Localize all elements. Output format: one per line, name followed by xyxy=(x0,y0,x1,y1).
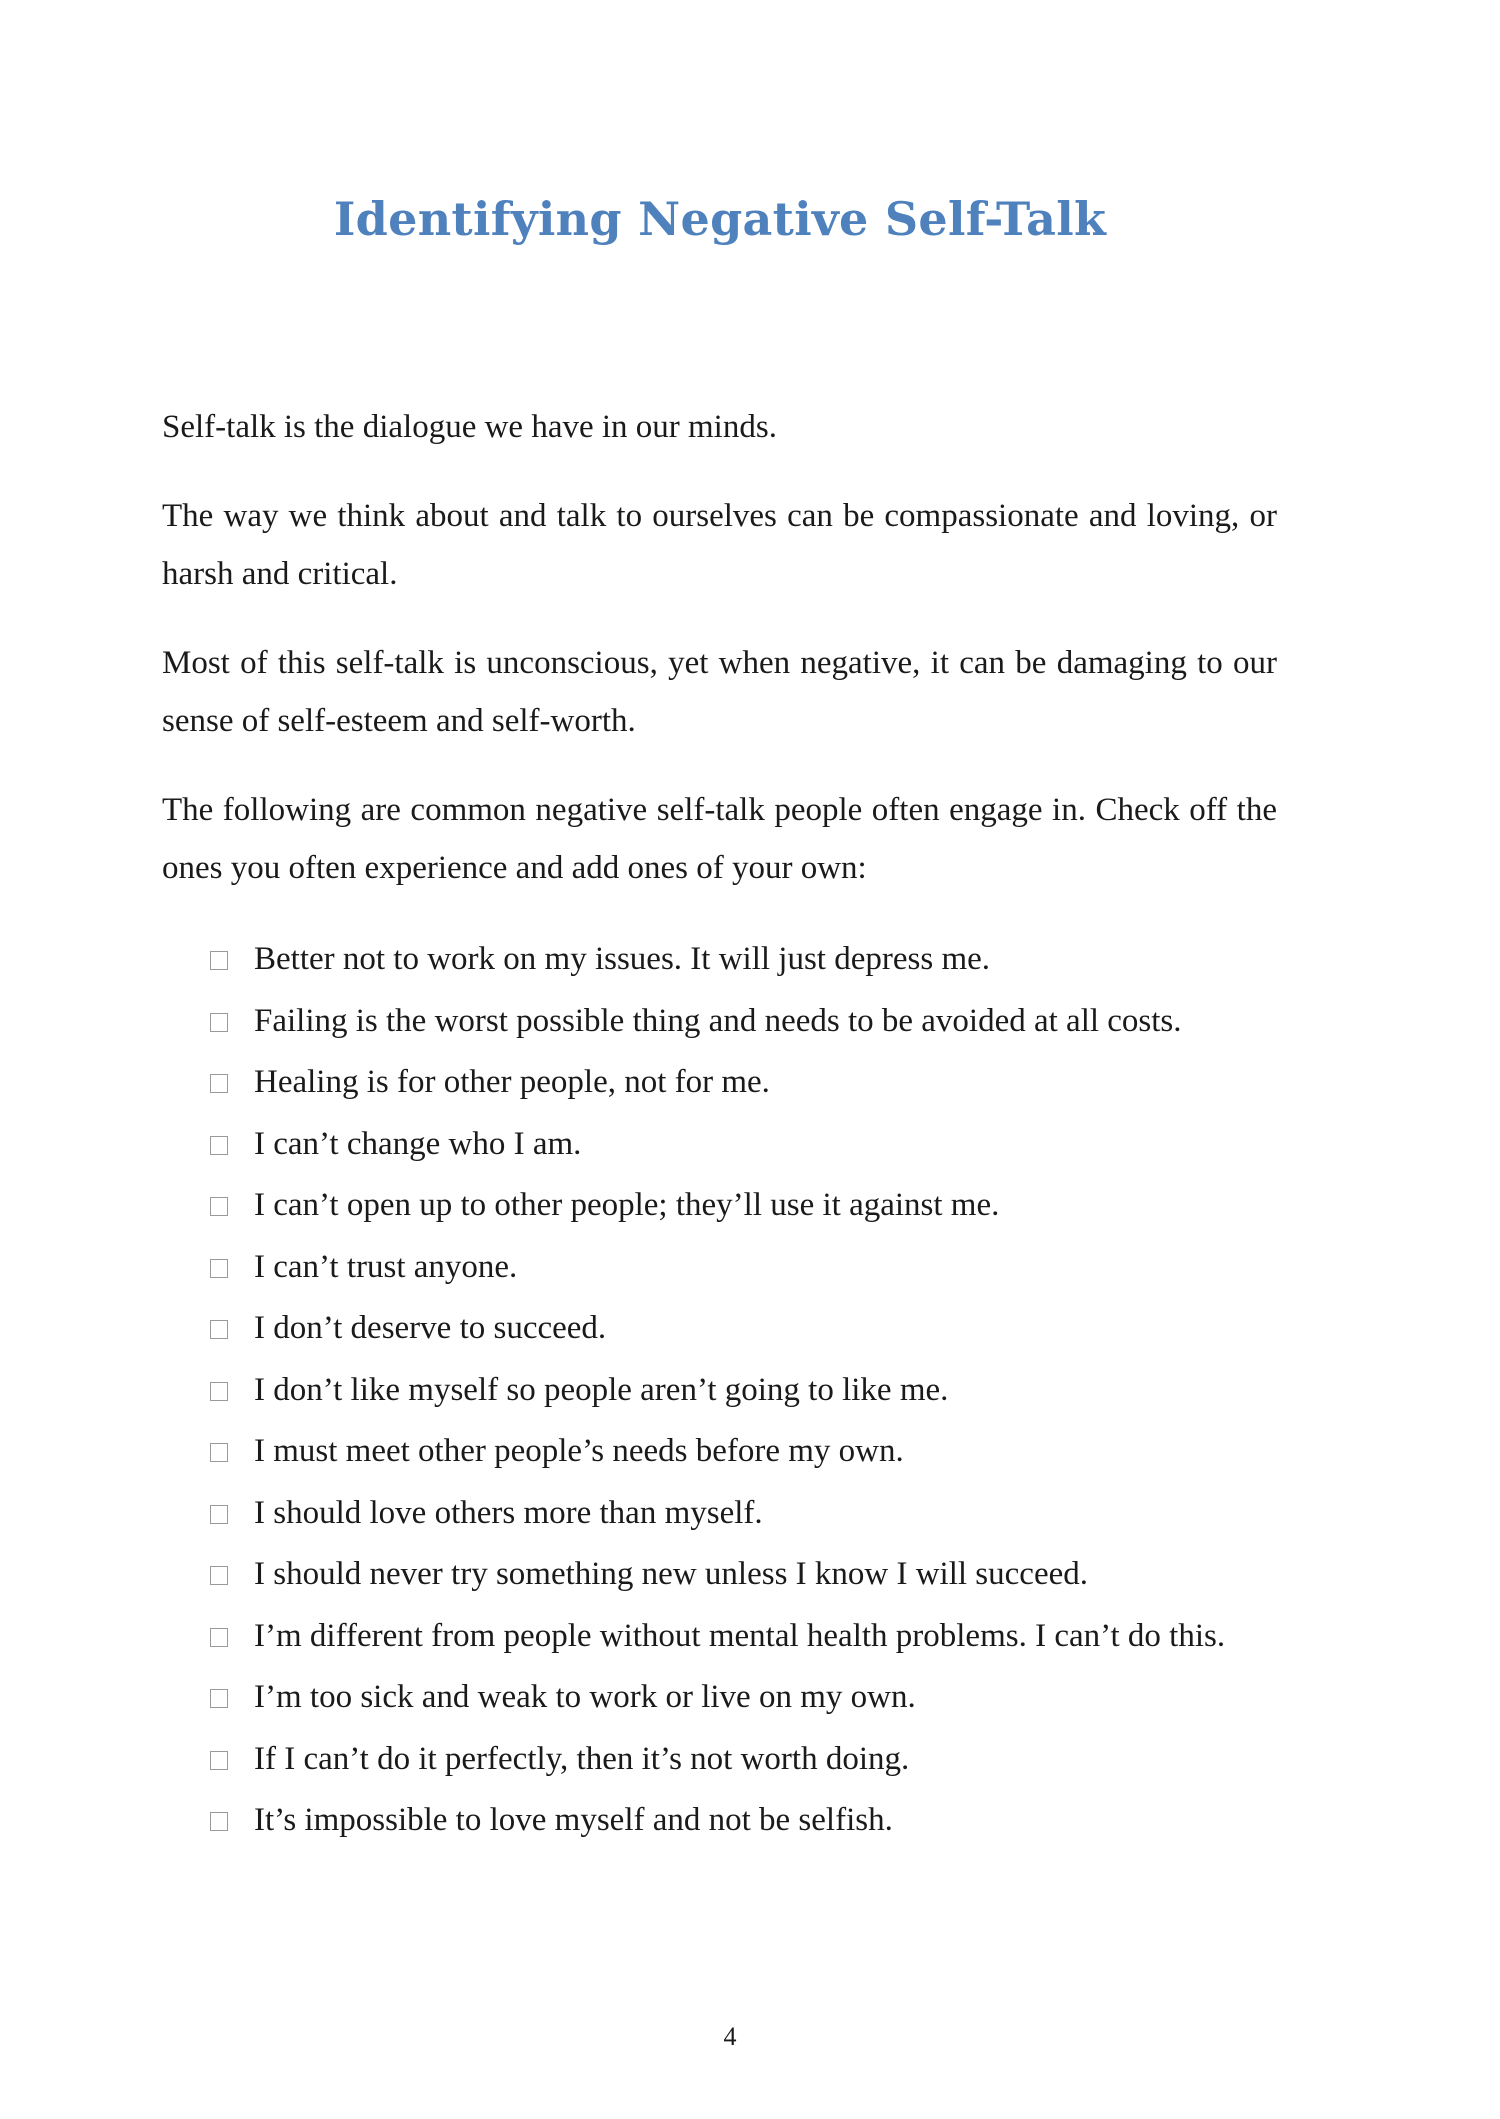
checklist-item xyxy=(162,1607,1277,1665)
checklist-item xyxy=(162,1238,1277,1296)
checkbox[interactable] xyxy=(210,1628,228,1647)
checklist-item xyxy=(162,992,1277,1050)
checkbox[interactable] xyxy=(210,1136,228,1155)
checkbox[interactable] xyxy=(210,1259,228,1278)
checklist-item-label: I must meet other people’s needs before my own. xyxy=(254,1433,904,1469)
checklist-item-label: I’m different from people without mental health problems. I can’t do this. xyxy=(254,1617,1226,1654)
checklist-item-label: Healing is for other people, not for me. xyxy=(254,1064,770,1100)
checklist-item-label: It’s impossible to love myself and not be selfish. xyxy=(254,1802,893,1838)
checklist-item-label: I’m too sick and weak to work or live on my own. xyxy=(254,1679,916,1715)
paragraph: The following are common negative self-talk people often engage in. Check off the ones you often experience and add ones of your own: xyxy=(162,792,1277,886)
checklist-item-label: I can’t trust anyone. xyxy=(254,1248,518,1285)
checkbox[interactable] xyxy=(210,1689,228,1708)
checkbox[interactable] xyxy=(210,1443,228,1462)
checklist-item xyxy=(162,1115,1277,1173)
paragraph: Self-talk is the dialogue we have in our minds. xyxy=(162,409,777,445)
checklist-item-label: I should never try something new unless I know I will succeed. xyxy=(254,1556,1088,1592)
checkbox[interactable] xyxy=(210,1013,228,1032)
paragraph: The way we think about and talk to ourselves can be compassionate and loving, or harsh and critical. xyxy=(162,498,1277,592)
checkbox[interactable] xyxy=(210,1751,228,1770)
checklist-item xyxy=(162,1668,1277,1726)
checklist-item-label: I can’t change who I am. xyxy=(254,1125,582,1162)
checkbox[interactable] xyxy=(210,1566,228,1585)
checklist-item xyxy=(162,1791,1277,1849)
page-number: 4 xyxy=(723,2022,737,2051)
checklist-item-label: I don’t deserve to succeed. xyxy=(254,1310,607,1346)
checklist-item-label: If I can’t do it perfectly, then it’s not worth doing. xyxy=(254,1740,910,1777)
checklist-item-label: I don’t like myself so people aren’t going to like me. xyxy=(254,1371,949,1408)
checklist-item-label: I should love others more than myself. xyxy=(254,1494,763,1531)
checkbox[interactable] xyxy=(210,1812,228,1831)
checklist-item-label: Failing is the worst possible thing and needs to be avoided at all costs. xyxy=(254,1002,1182,1039)
checkbox[interactable] xyxy=(210,1505,228,1524)
checklist-item xyxy=(162,1484,1277,1542)
checklist-item xyxy=(162,1176,1277,1234)
negative-self-talk-checklist xyxy=(162,930,1277,1853)
checkbox[interactable] xyxy=(210,1074,228,1093)
checklist-item xyxy=(162,930,1277,988)
checklist-item-label: Better not to work on my issues. It will just depress me. xyxy=(254,941,991,977)
checklist-item xyxy=(162,1299,1277,1357)
checklist-item xyxy=(162,1422,1277,1480)
intro-text xyxy=(162,398,1277,928)
checkbox[interactable] xyxy=(210,1197,228,1216)
paragraph: Most of this self-talk is unconscious, yet when negative, it can be damaging to our sense of self-esteem and self-worth. xyxy=(162,645,1277,739)
page-title: Identifying Negative Self-Talk xyxy=(333,192,1107,246)
checkbox[interactable] xyxy=(210,1382,228,1401)
checklist-item xyxy=(162,1361,1277,1419)
checklist-item xyxy=(162,1730,1277,1788)
checkbox[interactable] xyxy=(210,1320,228,1339)
checklist-item-label: I can’t open up to other people; they’ll use it against me. xyxy=(254,1187,1000,1223)
checklist-item xyxy=(162,1053,1277,1111)
checklist-item xyxy=(162,1545,1277,1603)
checkbox[interactable] xyxy=(210,951,228,970)
